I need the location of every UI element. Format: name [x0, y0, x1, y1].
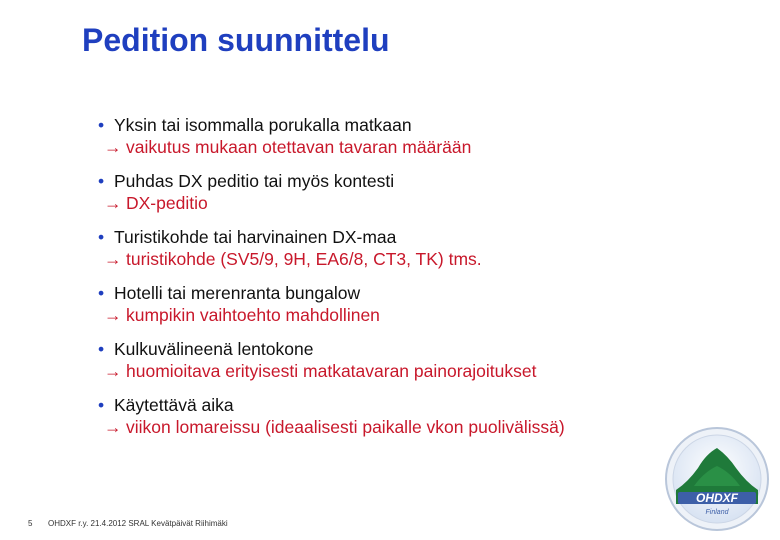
arrow-icon: → — [104, 417, 122, 437]
bullet-item — [98, 114, 471, 158]
bullet-dot: • — [98, 339, 105, 359]
bullet-dot: • — [98, 171, 105, 191]
bullet-subtext: kumpikin vaihtoehto mahdollinen — [126, 305, 380, 325]
bullet-subtext: huomioitava erityisesti matkatavaran painorajoitukset — [126, 361, 537, 381]
bullet-item — [98, 338, 536, 382]
bullet-item — [98, 394, 565, 438]
bullet-item — [98, 282, 380, 326]
bullet-item — [98, 170, 394, 214]
bullet-subtext: vaikutus mukaan otettavan tavaran määrään — [126, 137, 472, 157]
bullet-text: Kulkuvälineenä lentokone — [114, 339, 314, 359]
bullet-subtext: viikon lomareissu (ideaalisesti paikalle vkon puolivälissä) — [126, 417, 565, 437]
bullet-dot: • — [98, 227, 105, 247]
logo-emblem — [664, 426, 770, 532]
page-number: 5 — [28, 519, 33, 528]
bullet-text: Turistikohde tai harvinainen DX-maa — [114, 227, 397, 247]
bullet-subtext: DX-peditio — [126, 193, 208, 213]
slide-title: Pedition suunnittelu — [82, 22, 390, 58]
logo-subtitle: Finland — [705, 509, 729, 516]
bullet-text: Puhdas DX peditio tai myös kontesti — [114, 171, 395, 191]
arrow-icon: → — [104, 249, 122, 269]
bullet-text: Käytettävä aika — [114, 395, 234, 415]
ohdxf-logo — [664, 426, 770, 532]
bullet-dot: • — [98, 395, 105, 415]
footer-text: OHDXF r.y. 21.4.2012 SRAL Kevätpäivät Riihimäki — [48, 519, 228, 528]
bullet-item — [98, 226, 482, 270]
arrow-icon: → — [104, 305, 122, 325]
bullet-subtext: turistikohde (SV5/9, 9H, EA6/8, CT3, TK) tms. — [126, 249, 482, 269]
logo-name: OHDXF — [696, 491, 738, 505]
arrow-icon: → — [104, 361, 122, 381]
bullet-dot: • — [98, 283, 105, 303]
bullet-text: Yksin tai isommalla porukalla matkaan — [114, 115, 412, 135]
arrow-icon: → — [104, 137, 122, 157]
arrow-icon: → — [104, 193, 122, 213]
bullet-text: Hotelli tai merenranta bungalow — [114, 283, 361, 303]
bullet-dot: • — [98, 115, 105, 135]
